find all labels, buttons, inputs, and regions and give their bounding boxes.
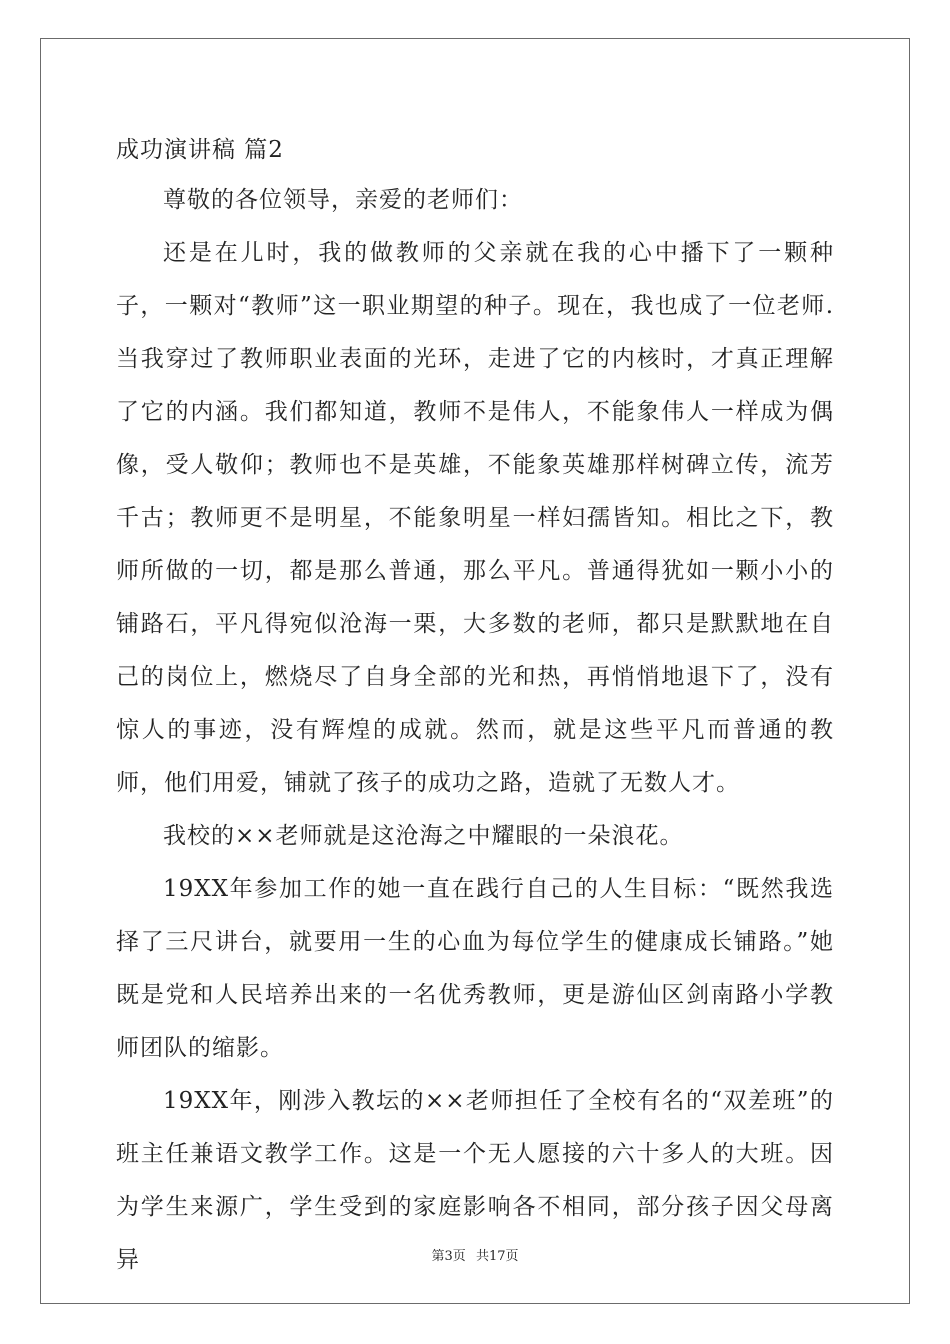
document-heading: 成功演讲稿 篇2 (116, 137, 284, 163)
paragraph-salutation: 尊敬的各位领导，亲爱的老师们： (163, 187, 523, 213)
paragraph-first-class: 19XX年，刚涉入教坛的××老师担任了全校有名的“双差班”的班主任兼语文教学工作。这是一个无人愿接的六十多人的大班。因为学生来源广，学生受到的家庭影响各不相同，部分孩子因父母离异 (116, 1088, 834, 1273)
paragraph-teacher-intro: 我校的××老师就是这沧海之中耀眼的一朵浪花。 (163, 823, 684, 849)
document-body (116, 130, 834, 1287)
paragraph-childhood: 还是在儿时，我的做教师的父亲就在我的心中播下了一颗种子，一颗对“教师”这一职业期望的种子。现在，我也成了一位老师.当我穿过了教师职业表面的光环，走进了它的内核时，才真正理解了它的内涵。我们都知道，教师不是伟人，不能象伟人一样成为偶像，受人敬仰；教师也不是英雄，不能象英雄那样树碑立传，流芳千古；教师更不是明星，不能象明星一样妇孺皆知。相比之下，教师所做的一切，都是那么普通，那么平凡。普通得犹如一颗小小的铺路石，平凡得宛似沧海一栗，大多数的老师，都只是默默地在自己的岗位上，燃烧尽了自身全部的光和热，再悄悄地退下了，没有惊人的事迹，没有辉煌的成就。然而，就是这些平凡而普通的教师，他们用爱，铺就了孩子的成功之路，造就了无数人才。 (116, 240, 834, 796)
paragraph-career-goal: 19XX年参加工作的她一直在践行自己的人生目标：“既然我选择了三尺讲台，就要用一生的心血为每位学生的健康成长铺路。”她既是党和人民培养出来的一名优秀教师，更是游仙区剑南路小学教师团队的缩影。 (116, 876, 834, 1061)
page-total: 共17页 (475, 1249, 519, 1264)
page-footer (0, 1245, 950, 1264)
page-number: 第3页 (431, 1249, 466, 1264)
